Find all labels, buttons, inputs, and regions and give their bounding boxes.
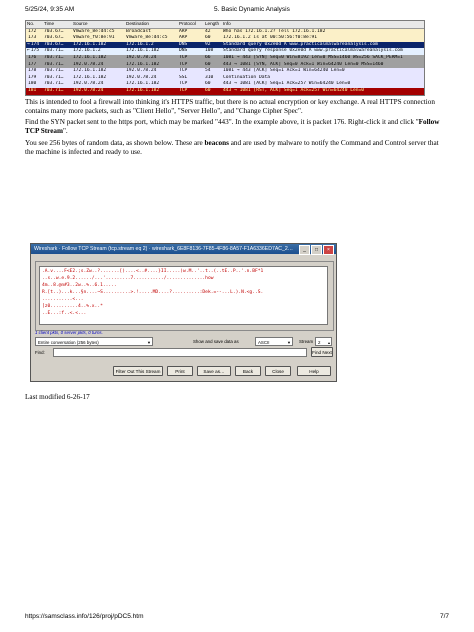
packet-time: 703.71… [44, 74, 64, 80]
find-next-button[interactable]: Find Next [311, 347, 333, 357]
packet-length: 54 [205, 68, 211, 74]
packet-source: 192.0.78.24 [73, 81, 104, 87]
packet-number: 179 [28, 74, 37, 80]
packet-time: 703.71… [44, 81, 64, 87]
packet-source: 172.16.1.182 [73, 54, 107, 60]
show-save-label: Show and save data as [193, 339, 239, 344]
packet-length: 310 [205, 74, 214, 80]
col-header-protocol[interactable]: Protocol [179, 21, 196, 26]
packet-length: 60 [205, 35, 211, 41]
packet-row[interactable] [26, 88, 424, 95]
conversation-select[interactable] [35, 337, 153, 346]
paragraph-beacons [25, 139, 449, 156]
paragraph-find-syn-text: Find the SYN packet sent to the https port, which may be marked "443". In the example above, it is packet 176. Right-click it and click " [25, 118, 419, 126]
packet-no [26, 55, 43, 62]
packet-list-header [26, 21, 424, 29]
packet-time: 703.71… [44, 68, 64, 74]
packet-destination: 172.16.1.182 [126, 81, 160, 87]
packet-source: 172.16.1.182 [73, 41, 107, 47]
packet-info: 443 → 1081 [SYN, ACK] Seq=0 Ack=1 Win=64240 Len=0 MSS=1460 [223, 61, 384, 67]
packet-protocol: DNS [179, 48, 188, 54]
last-modified: Last modified 6-26-17 [25, 393, 90, 401]
packet-row[interactable] [26, 48, 424, 55]
packet-source: 172.16.1.2 [73, 48, 101, 54]
packet-time: 703.71… [44, 87, 64, 93]
packet-length: 92 [205, 41, 211, 47]
packet-length: 66 [205, 54, 211, 60]
filter-out-stream-button[interactable]: Filter Out This Stream [113, 366, 163, 376]
packet-row[interactable] [26, 68, 424, 75]
packet-no [26, 81, 43, 88]
format-select-value: ASCII [258, 340, 270, 345]
packet-info: 1081 → 443 [SYN] Seq=0 Win=8192 Len=0 MSS=1460 WS=256 SACK_PERM=1 [223, 54, 403, 60]
col-header-source[interactable]: Source [73, 21, 88, 26]
stream-number-value: 2 [318, 340, 321, 345]
packet-info: Standard query response 0x2e0d A www.practicalmalwareanalysis.com [223, 48, 403, 54]
packet-info: Who has 172.16.1.2? Tell 172.16.1.182 [223, 28, 326, 34]
packet-no [26, 35, 43, 42]
col-header-time[interactable]: Time [44, 21, 55, 26]
packet-source: 172.16.1.182 [73, 74, 107, 80]
beacons-emphasis: beacons [204, 139, 229, 147]
stream-content[interactable] [39, 266, 328, 325]
packet-direction-icon: ← [27, 48, 30, 54]
stream-stats-text: 1 client pkts, 0 server pkts, 0 turns. [35, 330, 103, 335]
packet-no [26, 75, 43, 82]
chevron-down-icon: ▼ [287, 340, 291, 345]
paragraph-find-syn [25, 118, 449, 135]
packet-protocol: TCP [179, 68, 188, 74]
packet-info: 172.16.1.2 is at 00:50:56:f0:8e:91 [223, 35, 318, 41]
maximize-icon[interactable]: □ [311, 245, 322, 255]
paragraph-beacons-end: and are used by malware to notify the Command and Control server that the machine is infected and ready to use. [25, 139, 439, 156]
packet-source: Vmware_8e:d4:c5 [73, 28, 115, 34]
stream-line: ...........<... [42, 297, 84, 302]
packet-number: 177 [28, 61, 37, 67]
packet-number: 176 [28, 54, 37, 60]
find-label: Find: [35, 350, 45, 355]
packet-destination: Broadcast [126, 28, 151, 34]
stream-line: .A.v....F<E2.;s.Zw..?.......[)....<..#....}II.....)w.M..'..t..(..tE..P..'.n.BF*1 [42, 269, 264, 274]
chevron-down-icon: ▼ [147, 340, 151, 345]
packet-no [26, 29, 43, 36]
packet-row[interactable] [26, 62, 424, 69]
back-button[interactable]: Back [235, 366, 261, 376]
paragraph-firewall: This is intended to fool a firewall into thinking it's HTTPS traffic, but there is no actual encryption or key exchange. A real HTTPS connection contains many more packets, such as "Client Hello", "Server Hello", and "Change Cipher Spec". [25, 98, 435, 115]
footer-page-number: 7/7 [439, 613, 449, 620]
packet-length: 42 [205, 28, 211, 34]
minimize-icon[interactable]: _ [299, 245, 310, 255]
stream-line: 4m..8.@n#3..2w..%..6.1..... [42, 283, 117, 288]
stream-line: ..E...:f..<.<... [42, 311, 87, 316]
packet-time: 703.71… [44, 54, 64, 60]
packet-time: 703.67… [44, 28, 64, 34]
packet-destination: 172.16.1.182 [126, 48, 160, 54]
packet-no [26, 42, 43, 49]
paragraph-beacons-text: You see 256 bytes of random data, as shown below. These are [25, 139, 205, 147]
packet-time: 703.71… [44, 48, 64, 54]
packet-time: 703.71… [44, 61, 64, 67]
stream-number-stepper[interactable] [315, 337, 332, 346]
packet-destination: 192.0.78.24 [126, 68, 157, 74]
packet-row[interactable] [26, 75, 424, 82]
packet-row[interactable] [26, 35, 424, 42]
packet-protocol: ARP [179, 28, 188, 34]
close-button[interactable]: Close [265, 366, 291, 376]
packet-time: 703.67… [44, 35, 64, 41]
packet-protocol: SSL [179, 74, 188, 80]
packet-length: 60 [205, 81, 211, 87]
packet-protocol: TCP [179, 54, 188, 60]
stream-label: Stream [299, 339, 314, 344]
packet-protocol: TCP [179, 61, 188, 67]
stream-stats [35, 330, 103, 335]
packet-protocol: ARP [179, 35, 188, 41]
find-input[interactable] [53, 348, 307, 357]
packet-direction-icon: → [27, 41, 30, 47]
packet-length: 60 [205, 87, 211, 93]
conversation-select-value: Entire conversation (256 bytes) [38, 340, 99, 345]
packet-number: 175 [30, 48, 40, 54]
packet-row[interactable] [26, 55, 424, 62]
col-header-info[interactable]: Info [223, 21, 231, 26]
packet-row[interactable] [26, 42, 424, 49]
window-title: Wireshark · Follow TCP Stream (tcp.stream eq 2) · wireshark_6E8F8136-7F85-4F86-8A57-F1A6336ED7AC_2… [34, 246, 293, 252]
stream-line: R.[t..)...k...§n....~S..........>.!.....MD....?..........:Dek.=--...L.).N.<g..S. [42, 290, 264, 295]
close-icon[interactable]: × [323, 245, 334, 255]
packet-number: 173 [28, 35, 37, 41]
stream-content-frame [35, 261, 334, 331]
print-button[interactable]: Print [167, 366, 193, 376]
packet-destination: 192.0.78.24 [126, 54, 157, 60]
packet-no [26, 48, 43, 55]
packet-number: 181 [28, 87, 37, 93]
col-header-no[interactable]: No. [27, 21, 35, 26]
packet-row[interactable] [26, 81, 424, 88]
follow-tcp-stream-window [30, 243, 337, 382]
stream-line: ..s..w.e.9.2....../...'.........7.........../..............how [42, 276, 214, 281]
help-button[interactable]: Help [297, 366, 331, 376]
packet-number: 174 [30, 41, 40, 47]
packet-info: Continuation Data [223, 74, 271, 80]
packet-protocol: TCP [179, 87, 188, 93]
packet-protocol: DNS [179, 41, 188, 47]
packet-info: Standard query 0x2e0d A www.practicalmalwareanalysis.com [223, 41, 378, 47]
packet-no [26, 88, 43, 95]
print-title: 5. Basic Dynamic Analysis [214, 6, 290, 13]
packet-destination: 172.16.1.182 [126, 87, 160, 93]
print-datetime: 5/25/24, 9:35 AM [25, 6, 75, 13]
packet-number: 180 [28, 81, 37, 87]
col-header-destination[interactable]: Destination [126, 21, 149, 26]
packet-number: 178 [28, 68, 37, 74]
packet-destination: Vmware_8e:d4:c5 [126, 35, 168, 41]
paragraph-find-syn-end: ". [63, 126, 68, 135]
packet-source: 192.0.78.24 [73, 61, 104, 67]
packet-row[interactable] [26, 29, 424, 36]
packet-number: 172 [28, 28, 37, 34]
packet-info: 1081 → 443 [ACK] Seq=1 Ack=1 Win=64240 Len=0 [223, 68, 345, 74]
packet-destination: 172.16.1.182 [126, 61, 160, 67]
packet-no [26, 68, 43, 75]
packet-destination: 192.0.78.24 [126, 74, 157, 80]
packet-time: 703.67… [44, 41, 64, 47]
packet-no [26, 62, 43, 69]
col-header-length[interactable]: Length [205, 21, 220, 26]
packet-list-table [25, 20, 425, 96]
stepper-arrows-icon: ▴ [327, 340, 330, 345]
save-as-button[interactable]: Save as… [197, 366, 231, 376]
packet-destination: 172.16.1.2 [126, 41, 154, 47]
packet-source: 172.16.1.182 [73, 68, 107, 74]
packet-source: 192.0.78.24 [73, 87, 104, 93]
packet-length: 108 [205, 48, 214, 54]
packet-source: Vmware_f0:8e:91 [73, 35, 115, 41]
packet-info: 443 → 1081 [ACK] Seq=1 Ack=257 Win=64240 Len=0 [223, 81, 351, 87]
packet-protocol: TCP [179, 81, 188, 87]
packet-info: 443 → 1081 [RST, ACK] Seq=1 Ack=257 Win=64240 Len=0 [223, 87, 365, 93]
stream-line: [z0..........4..%.x..* [42, 304, 103, 309]
window-titlebar[interactable] [31, 244, 336, 254]
packet-length: 60 [205, 61, 211, 67]
format-select[interactable] [255, 337, 293, 346]
footer-url: https://samsclass.info/126/proj/pDC5.htm [25, 613, 144, 620]
packet-rows [26, 29, 424, 95]
follow-tcp-stream-emphasis: Follow TCP Stream [25, 118, 440, 135]
